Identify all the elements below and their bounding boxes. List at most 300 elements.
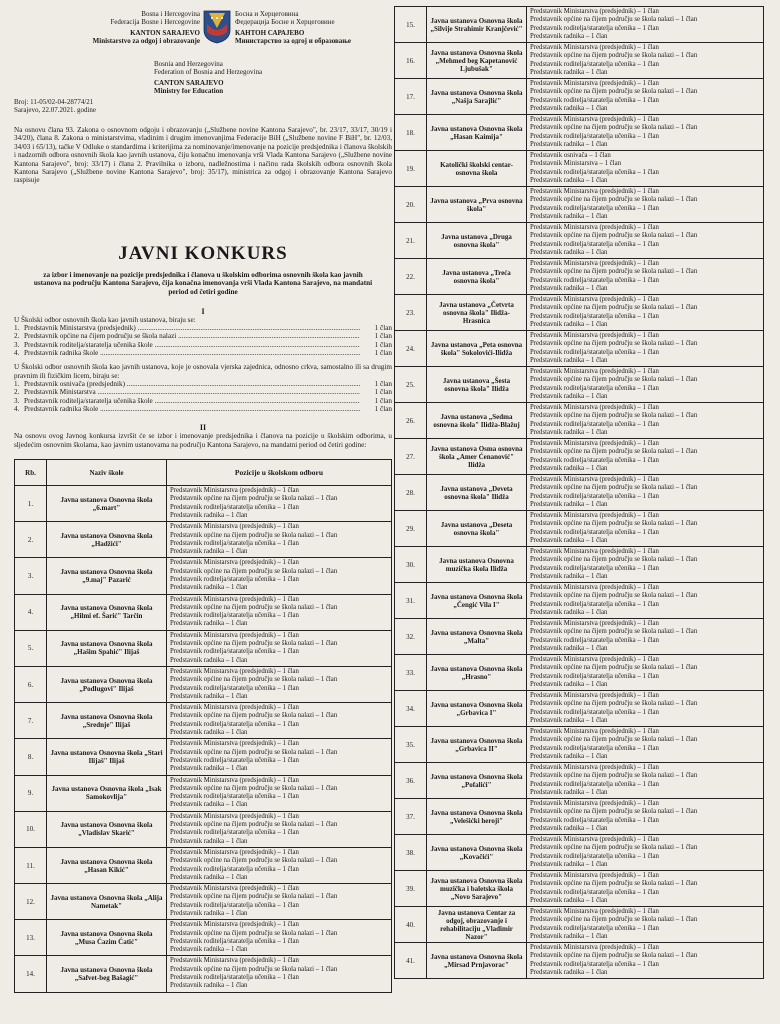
row-number: 26. xyxy=(395,403,427,439)
position-line: Predstavnik roditelja/staratelja učenika – 1 član xyxy=(530,780,659,788)
table-row xyxy=(395,907,764,943)
position-line: Predstavnik radnika – 1 član xyxy=(530,392,608,400)
school-name: Javna ustanova Osnovna škola „Kovačići" xyxy=(427,835,527,871)
school-name: Javna ustanova Osnovna škola „Safvet-beg Bašagić" xyxy=(47,956,167,992)
board-positions xyxy=(167,630,392,666)
position-line: Predstavnik Ministarstva (predsjednik) – 1 član xyxy=(530,188,659,196)
section-one-religious-paragraph: U Školski odbor osnovnih škola kao javnih ustanova, koje je osnovala vjerska zajednica, odnosno crkva, samostalno ili sa drugim pravnim ili fizičkim licem, biraju se: xyxy=(14,363,392,380)
school-name: Javna ustanova „Prva osnovna škola" xyxy=(427,187,527,223)
position-line: Predstavnik Ministarstva (predsjednik) – 1 član xyxy=(170,740,299,748)
canton-name-latin: KANTON SARAJEVO xyxy=(130,29,200,37)
list-item-count: 1 član xyxy=(374,348,392,357)
list-item xyxy=(14,405,392,413)
table-row xyxy=(15,558,392,594)
school-name: Javna ustanova Osnovna škola „Malta" xyxy=(427,619,527,655)
position-line: Predstavnik općine na čijem području se škola nalazi – 1 član xyxy=(530,628,698,636)
board-positions xyxy=(167,811,392,847)
position-line: Predstavnik Ministarstva (predsjednik) – 1 član xyxy=(530,800,659,808)
position-line: Predstavnik radnika – 1 član xyxy=(530,32,608,40)
school-name: Javna ustanova „Četvrta osnovna škola" Ilidža-Hrasnica xyxy=(427,295,527,331)
school-name: Javna ustanova „Deseta osnovna škola" xyxy=(427,511,527,547)
list-item xyxy=(14,332,392,340)
row-number: 24. xyxy=(395,331,427,367)
position-line: Predstavnik radnika – 1 član xyxy=(170,729,248,737)
position-line: Predstavnik roditelja/staratelja učenika – 1 član xyxy=(530,168,659,176)
table-row xyxy=(395,763,764,799)
position-line: Predstavnik općine na čijem području se škola nalazi – 1 član xyxy=(170,821,338,829)
board-positions xyxy=(527,763,764,799)
position-line: Predstavnik radnika – 1 član xyxy=(170,584,248,592)
position-line: Predstavnik općine na čijem području se škola nalazi – 1 član xyxy=(530,916,698,924)
row-number: 18. xyxy=(395,115,427,151)
position-line: Predstavnik roditelja/staratelja učenika – 1 član xyxy=(170,612,299,620)
table-row xyxy=(15,884,392,920)
table-row xyxy=(395,295,764,331)
row-number: 4. xyxy=(15,594,47,630)
list-item-count: 1 član xyxy=(374,388,392,397)
position-line: Predstavnik roditelja/staratelja učenika – 1 član xyxy=(170,684,299,692)
position-line: Predstavnik Ministarstva (predsjednik) – 1 član xyxy=(530,116,659,124)
position-line: Predstavnik roditelja/staratelja učenika – 1 član xyxy=(170,793,299,801)
table-row xyxy=(395,43,764,79)
list-item-text: Predstavnik Ministarstva (predsjednik) ..... xyxy=(24,324,360,332)
table-row xyxy=(395,727,764,763)
position-line: Predstavnik radnika – 1 član xyxy=(530,68,608,76)
board-positions xyxy=(527,943,764,979)
position-line: Predstavnik radnika – 1 član xyxy=(170,511,248,519)
position-line: Predstavnik općine na čijem području se škola nalazi – 1 član xyxy=(530,772,698,780)
right-column xyxy=(394,6,764,979)
position-line: Predstavnik općine na čijem području se škola nalazi – 1 član xyxy=(530,16,698,24)
letterhead-english: Bosnia and Herzegovina Federation of Bosnia and Herzegovina CANTON SARAJEVO Ministry for Education xyxy=(154,60,263,95)
school-name: Javna ustanova Osnovna škola „Silvije Strahimir Kranjčević" xyxy=(427,7,527,43)
table-row xyxy=(395,583,764,619)
board-positions xyxy=(527,367,764,403)
position-line: Predstavnik roditelja/staratelja učenika – 1 član xyxy=(530,456,659,464)
row-number: 10. xyxy=(15,811,47,847)
position-line: Predstavnik roditelja/staratelja učenika – 1 član xyxy=(170,901,299,909)
school-name: Javna ustanova Osnovna škola „6.mart" xyxy=(47,486,167,522)
position-line: Predstavnik Ministarstva (predsjednik) – 1 član xyxy=(530,620,659,628)
list-item-number: 3. xyxy=(14,396,20,405)
board-positions xyxy=(527,115,764,151)
table-row xyxy=(15,522,392,558)
position-line: Predstavnik radnika – 1 član xyxy=(530,176,608,184)
position-line: Predstavnik roditelja/staratelja učenika – 1 član xyxy=(170,829,299,837)
position-line: Predstavnik Ministarstva (predsjednik) – 1 član xyxy=(530,764,659,772)
position-line: Predstavnik općine na čijem području se škola nalazi – 1 član xyxy=(530,952,698,960)
row-number: 19. xyxy=(395,151,427,187)
position-line: Predstavnik radnika – 1 član xyxy=(530,608,608,616)
position-line: Predstavnik radnika – 1 član xyxy=(530,716,608,724)
position-line: Predstavnik radnika – 1 član xyxy=(170,692,248,700)
list-item-number: 1. xyxy=(14,324,20,333)
table-row xyxy=(395,331,764,367)
school-name: Javna ustanova Osnovna muzička škola Ilidža xyxy=(427,547,527,583)
school-name: Javna ustanova Osnovna škola „Podlugovi" Ilijaš xyxy=(47,666,167,702)
position-line: Predstavnik roditelja/staratelja učenika – 1 član xyxy=(530,240,659,248)
row-number: 30. xyxy=(395,547,427,583)
row-number: 15. xyxy=(395,7,427,43)
position-line: Predstavnik radnika – 1 član xyxy=(170,620,248,628)
table-row xyxy=(15,594,392,630)
board-positions xyxy=(167,956,392,992)
position-line: Predstavnik radnika – 1 član xyxy=(530,356,608,364)
board-positions xyxy=(167,558,392,594)
list-item-count: 1 član xyxy=(374,404,392,413)
position-line: Predstavnik roditelja/staratelja učenika – 1 član xyxy=(530,528,659,536)
position-line: Predstavnik radnika – 1 član xyxy=(170,656,248,664)
board-positions xyxy=(167,522,392,558)
section-two-paragraph: Na osnovu ovog Javnog konkursa izvršit će se izbor i imenovanje predsjednika i članova na pozicije u školskim odborima, u sljedećim osnovnim školama, kao javnim ustanovama na području Kantona Sarajevo, na mandatni period od četiri godine: xyxy=(14,432,392,449)
board-positions xyxy=(167,594,392,630)
row-number: 40. xyxy=(395,907,427,943)
table-row xyxy=(15,811,392,847)
table-row xyxy=(395,79,764,115)
position-line: Predstavnik radnika – 1 član xyxy=(530,824,608,832)
board-positions xyxy=(527,259,764,295)
row-number: 2. xyxy=(15,522,47,558)
reference-date: Sarajevo, 22.07.2021. godine xyxy=(14,106,97,114)
row-number: 36. xyxy=(395,763,427,799)
board-positions xyxy=(167,703,392,739)
table-row xyxy=(395,403,764,439)
school-name: Javna ustanova Osnovna škola „Mirsad Prnjavorac" xyxy=(427,943,527,979)
position-line: Predstavnik Ministarstva (predsjednik) – 1 član xyxy=(170,487,299,495)
table-header-row xyxy=(15,460,392,486)
document-title: JAVNI KONKURS xyxy=(118,242,288,264)
table-row xyxy=(395,619,764,655)
school-name: Javna ustanova „Šesta osnovna škola" Ilidža xyxy=(427,367,527,403)
list-item xyxy=(14,324,392,332)
position-line: Predstavnik Ministarstva (predsjednik) – 1 član xyxy=(170,921,299,929)
position-line: Predstavnik roditelja/staratelja učenika – 1 član xyxy=(170,720,299,728)
position-line: Predstavnik radnika – 1 član xyxy=(530,212,608,220)
table-row xyxy=(395,655,764,691)
position-line: Predstavnik roditelja/staratelja učenika – 1 član xyxy=(530,384,659,392)
position-line: Predstavnik općine na čijem području se škola nalazi – 1 član xyxy=(530,196,698,204)
position-line: Predstavnik Ministarstva (predsjednik) – 1 član xyxy=(530,728,659,736)
row-number: 38. xyxy=(395,835,427,871)
position-line: Predstavnik roditelja/staratelja učenika – 1 član xyxy=(530,348,659,356)
board-positions xyxy=(527,835,764,871)
position-line: Predstavnik radnika – 1 član xyxy=(530,104,608,112)
table-row xyxy=(395,187,764,223)
position-line: Predstavnik općine na čijem području se škola nalazi – 1 član xyxy=(170,929,338,937)
school-name: Javna ustanova Osnovna škola „Hasan Kaimija" xyxy=(427,115,527,151)
position-line: Predstavnik Ministarstva (predsjednik) – 1 član xyxy=(170,667,299,675)
ministry-name-cyrillic: Министарство за одгој и образовање xyxy=(235,37,351,45)
position-line: Predstavnik općine na čijem području se škola nalazi – 1 član xyxy=(170,495,338,503)
position-line: Predstavnik općine na čijem području se škola nalazi – 1 član xyxy=(170,676,338,684)
position-line: Predstavnik općine na čijem području se škola nalazi – 1 član xyxy=(530,448,698,456)
school-name: Javna ustanova „Peta osnovna škola" Sokolovići-Ilidža xyxy=(427,331,527,367)
school-name: Javna ustanova Osnovna škola „Hašim Spahić" Ilijaš xyxy=(47,630,167,666)
position-line: Predstavnik Ministarstva – 1 član xyxy=(530,160,621,168)
position-line: Predstavnik Ministarstva (predsjednik) – 1 član xyxy=(530,368,659,376)
position-line: Predstavnik općine na čijem području se škola nalazi – 1 član xyxy=(530,664,698,672)
position-line: Predstavnik radnika – 1 član xyxy=(170,765,248,773)
position-line: Predstavnik roditelja/staratelja učenika – 1 član xyxy=(530,312,659,320)
row-number: 1. xyxy=(15,486,47,522)
board-positions xyxy=(527,475,764,511)
board-composition-list xyxy=(14,324,392,357)
school-name: Javna ustanova Osnovna škola „Stari Ilijaš" Ilijaš xyxy=(47,739,167,775)
list-item xyxy=(14,388,392,396)
school-name: Javna ustanova Osnovna škola „Srednje" Ilijaš xyxy=(47,703,167,739)
board-positions xyxy=(167,884,392,920)
position-line: Predstavnik radnika – 1 član xyxy=(530,932,608,940)
position-line: Predstavnik općine na čijem području se škola nalazi – 1 član xyxy=(530,88,698,96)
position-line: Predstavnik općine na čijem području se škola nalazi – 1 član xyxy=(530,484,698,492)
table-row xyxy=(395,691,764,727)
row-number: 20. xyxy=(395,187,427,223)
letterhead xyxy=(14,8,392,120)
school-name: Javna ustanova Osnovna škola „Hasan Kikić" xyxy=(47,847,167,883)
position-line: Predstavnik radnika – 1 član xyxy=(530,320,608,328)
position-line: Predstavnik roditelja/staratelja učenika – 1 član xyxy=(530,24,659,32)
board-positions xyxy=(527,547,764,583)
board-positions xyxy=(167,847,392,883)
row-number: 9. xyxy=(15,775,47,811)
row-number: 16. xyxy=(395,43,427,79)
table-row xyxy=(395,367,764,403)
school-name: Javna ustanova „Treća osnovna škola" xyxy=(427,259,527,295)
school-name: Javna ustanova Osnovna škola „Hilmi ef. Šarić" Tarčin xyxy=(47,594,167,630)
table-row xyxy=(395,223,764,259)
position-line: Predstavnik radnika – 1 član xyxy=(530,500,608,508)
table-row xyxy=(15,703,392,739)
position-line: Predstavnik roditelja/staratelja učenika – 1 član xyxy=(530,492,659,500)
position-line: Predstavnik radnika – 1 član xyxy=(170,909,248,917)
table-row xyxy=(395,115,764,151)
board-positions xyxy=(527,223,764,259)
row-number: 21. xyxy=(395,223,427,259)
left-column xyxy=(14,8,392,993)
row-number: 34. xyxy=(395,691,427,727)
position-line: Predstavnik radnika – 1 član xyxy=(530,680,608,688)
position-line: Predstavnik roditelja/staratelja učenika – 1 član xyxy=(170,865,299,873)
schools-table-right xyxy=(394,6,764,979)
table-row xyxy=(395,871,764,907)
position-line: Predstavnik općine na čijem području se škola nalazi – 1 član xyxy=(170,857,338,865)
position-line: Predstavnik Ministarstva (predsjednik) – 1 član xyxy=(170,885,299,893)
row-number: 23. xyxy=(395,295,427,331)
position-line: Predstavnik roditelja/staratelja učenika – 1 član xyxy=(530,276,659,284)
table-row xyxy=(15,920,392,956)
row-number: 39. xyxy=(395,871,427,907)
school-name: Javna ustanova Osnovna škola muzička i baletska škola „Novo Sarajevo" xyxy=(427,871,527,907)
board-positions xyxy=(167,739,392,775)
position-line: Predstavnik Ministarstva (predsjednik) – 1 član xyxy=(170,957,299,965)
list-item-text: Predstavnik roditelja/staratelja učenika škole ..... xyxy=(24,341,360,349)
position-line: Predstavnik radnika – 1 član xyxy=(530,572,608,580)
position-line: Predstavnik Ministarstva (predsjednik) – 1 član xyxy=(530,548,659,556)
board-positions xyxy=(527,583,764,619)
position-line: Predstavnik roditelja/staratelja učenika – 1 član xyxy=(530,420,659,428)
school-name: Javna ustanova Osnovna škola „Mehmed beg Kapetanović Ljubušak" xyxy=(427,43,527,79)
board-positions xyxy=(527,619,764,655)
board-positions xyxy=(527,331,764,367)
list-item-count: 1 član xyxy=(374,324,392,333)
position-line: Predstavnik radnika – 1 član xyxy=(530,464,608,472)
position-line: Predstavnik roditelja/staratelja učenika – 1 član xyxy=(530,60,659,68)
school-name: Javna ustanova Osnovna škola „Pofalići" xyxy=(427,763,527,799)
row-number: 3. xyxy=(15,558,47,594)
position-line: Predstavnik Ministarstva (predsjednik) – 1 član xyxy=(530,44,659,52)
board-positions xyxy=(167,486,392,522)
ministry-name-latin: Ministarstvo za odgoj i obrazovanje xyxy=(92,37,200,45)
row-number: 37. xyxy=(395,799,427,835)
section-one-numeral: I xyxy=(201,306,205,316)
position-line: Predstavnik općine na čijem području se škola nalazi – 1 član xyxy=(530,340,698,348)
board-positions xyxy=(527,403,764,439)
position-line: Predstavnik roditelja/staratelja učenika – 1 član xyxy=(170,756,299,764)
position-line: Predstavnik roditelja/staratelja učenika – 1 član xyxy=(530,636,659,644)
position-line: Predstavnik roditelja/staratelja učenika – 1 član xyxy=(530,600,659,608)
row-number: 25. xyxy=(395,367,427,403)
board-positions xyxy=(167,920,392,956)
school-name: Javna ustanova „Druga osnovna škola" xyxy=(427,223,527,259)
position-line: Predstavnik Ministarstva (predsjednik) – 1 član xyxy=(530,584,659,592)
list-item xyxy=(14,380,392,388)
letterhead-latin: Bosna i Hercegovina Federacija Bosne i Hercegovine KANTON SARAJEVO Ministarstvo za odgoj i obrazovanje xyxy=(74,10,200,45)
position-line: Predstavnik općine na čijem području se škola nalazi – 1 član xyxy=(530,520,698,528)
position-line: Predstavnik Ministarstva (predsjednik) – 1 član xyxy=(530,872,659,880)
table-row xyxy=(15,956,392,992)
position-line: Predstavnik radnika – 1 član xyxy=(530,860,608,868)
position-line: Predstavnik Ministarstva (predsjednik) – 1 član xyxy=(530,476,659,484)
list-item-text: Predstavnik roditelja/staratelja učenika škole ..... xyxy=(24,397,360,405)
position-line: Predstavnik radnika – 1 član xyxy=(530,896,608,904)
position-line: Predstavnik Ministarstva (predsjednik) – 1 član xyxy=(530,908,659,916)
position-line: Predstavnik Ministarstva (predsjednik) – 1 član xyxy=(530,296,659,304)
position-line: Predstavnik općine na čijem području se škola nalazi – 1 član xyxy=(530,808,698,816)
list-item xyxy=(14,349,392,357)
canton-crest-icon xyxy=(203,10,231,44)
list-item-number: 2. xyxy=(14,388,20,397)
position-line: Predstavnik roditelja/staratelja učenika – 1 član xyxy=(530,96,659,104)
position-line: Predstavnik općine na čijem području se škola nalazi – 1 član xyxy=(530,592,698,600)
position-line: Predstavnik općine na čijem području se škola nalazi – 1 član xyxy=(170,748,338,756)
position-line: Predstavnik roditelja/staratelja učenika – 1 član xyxy=(530,888,659,896)
position-line: Predstavnik roditelja/staratelja učenika – 1 član xyxy=(530,564,659,572)
board-positions xyxy=(527,871,764,907)
school-name: Javna ustanova Osnovna škola „Isak Samokovlija" xyxy=(47,775,167,811)
position-line: Predstavnik roditelja/staratelja učenika – 1 član xyxy=(530,852,659,860)
school-name: Javna ustanova Osnovna škola „Alija Nametak" xyxy=(47,884,167,920)
position-line: Predstavnik radnika – 1 član xyxy=(530,284,608,292)
header-positions: Pozicije u školskom odboru xyxy=(167,460,392,486)
position-line: Predstavnik općine na čijem području se škola nalazi – 1 član xyxy=(530,268,698,276)
position-line: Predstavnik Ministarstva (predsjednik) – 1 član xyxy=(530,944,659,952)
letterhead-cyrillic: Босна и Херцеговина Федерација Босне и Херцеговине КАНТОН САРАЈЕВО Министарство за одгој и образовање xyxy=(235,10,385,45)
schools-table-left xyxy=(14,459,392,993)
position-line: Predstavnik općine na čijem području se škola nalazi – 1 član xyxy=(170,640,338,648)
position-line: Predstavnik Ministarstva (predsjednik) – 1 član xyxy=(530,692,659,700)
position-line: Predstavnik radnika – 1 član xyxy=(530,248,608,256)
school-name: Javna ustanova Osnovna škola „Vladislav Skarić" xyxy=(47,811,167,847)
board-positions xyxy=(527,187,764,223)
position-line: Predstavnik općine na čijem području se škola nalazi – 1 član xyxy=(530,304,698,312)
position-line: Predstavnik Ministarstva (predsjednik) – 1 član xyxy=(530,440,659,448)
position-line: Predstavnik radnika – 1 član xyxy=(530,968,608,976)
position-line: Predstavnik općine na čijem području se škola nalazi – 1 član xyxy=(530,412,698,420)
position-line: Predstavnik općine na čijem području se škola nalazi – 1 član xyxy=(530,232,698,240)
table-row xyxy=(395,7,764,43)
list-item-text: Predstavnik Ministarstva ..... xyxy=(24,388,360,396)
row-number: 27. xyxy=(395,439,427,475)
position-line: Predstavnik roditelja/staratelja učenika – 1 član xyxy=(530,708,659,716)
position-line: Predstavnik Ministarstva (predsjednik) – 1 član xyxy=(170,595,299,603)
list-item-count: 1 član xyxy=(374,380,392,389)
position-line: Predstavnik Ministarstva (predsjednik) – 1 član xyxy=(530,656,659,664)
religious-board-composition-list xyxy=(14,380,392,413)
school-name: Javna ustanova „Sedma osnovna škola" Ilidža-Blažuj xyxy=(427,403,527,439)
school-name: Javna ustanova Centar za odgoj, obrazovanje i rehabilitaciju „Vladimir Nazor" xyxy=(427,907,527,943)
position-line: Predstavnik općine na čijem području se škola nalazi – 1 član xyxy=(530,124,698,132)
school-name: Javna ustanova Osnovna škola „Velešićki heroji" xyxy=(427,799,527,835)
row-number: 8. xyxy=(15,739,47,775)
position-line: Predstavnik Ministarstva (predsjednik) – 1 član xyxy=(530,836,659,844)
table-row xyxy=(395,511,764,547)
list-item-text: Predstavnik osnivača (predsjednik) ..... xyxy=(24,380,360,388)
row-number: 32. xyxy=(395,619,427,655)
row-number: 12. xyxy=(15,884,47,920)
position-line: Predstavnik Ministarstva (predsjednik) – 1 član xyxy=(530,260,659,268)
row-number: 28. xyxy=(395,475,427,511)
position-line: Predstavnik roditelja/staratelja učenika – 1 član xyxy=(530,960,659,968)
document-subtitle: za izbor i imenovanje na pozicije predsjednika i članova u školskim odborima osnovnih škola kao javnih ustanova na području Kantona Sarajevo, čija konačna imenovanja vrši Vlada Kantona Sarajevo, na mandatni period od četiri godine xyxy=(33,270,373,297)
list-item-text: Predstavnik općine na čijem području se škola nalazi ..... xyxy=(24,332,360,340)
board-positions xyxy=(527,151,764,187)
school-name: Javna ustanova Osnovna škola „Hadžići" xyxy=(47,522,167,558)
table-row xyxy=(395,439,764,475)
position-line: Predstavnik Ministarstva (predsjednik) – 1 član xyxy=(170,848,299,856)
position-line: Predstavnik roditelja/staratelja učenika – 1 član xyxy=(530,672,659,680)
position-line: Predstavnik radnika – 1 član xyxy=(530,644,608,652)
board-positions xyxy=(527,511,764,547)
position-line: Predstavnik radnika – 1 član xyxy=(530,140,608,148)
row-number: 14. xyxy=(15,956,47,992)
table-row xyxy=(395,943,764,979)
position-line: Predstavnik radnika – 1 član xyxy=(170,946,248,954)
list-item-text: Predstavnik radnika škole ..... xyxy=(24,349,360,357)
canton-name-cyrillic: КАНТОН САРАЈЕВО xyxy=(235,29,305,37)
position-line: Predstavnik roditelja/staratelja učenika – 1 član xyxy=(170,648,299,656)
position-line: Predstavnik općine na čijem području se škola nalazi – 1 član xyxy=(170,567,338,575)
row-number: 35. xyxy=(395,727,427,763)
position-line: Predstavnik Ministarstva (predsjednik) – 1 član xyxy=(530,80,659,88)
position-line: Predstavnik općine na čijem području se škola nalazi – 1 član xyxy=(170,603,338,611)
position-line: Predstavnik radnika – 1 član xyxy=(170,873,248,881)
row-number: 33. xyxy=(395,655,427,691)
list-item-number: 3. xyxy=(14,340,20,349)
position-line: Predstavnik općine na čijem području se škola nalazi – 1 član xyxy=(170,965,338,973)
table-row xyxy=(395,475,764,511)
school-name: Katolički školski centar-osnovna škola xyxy=(427,151,527,187)
list-item-count: 1 član xyxy=(374,340,392,349)
row-number: 41. xyxy=(395,943,427,979)
board-positions xyxy=(527,727,764,763)
table-row xyxy=(15,775,392,811)
position-line: Predstavnik Ministarstva (predsjednik) – 1 član xyxy=(170,776,299,784)
position-line: Predstavnik općine na čijem području se škola nalazi – 1 član xyxy=(530,736,698,744)
row-number: 6. xyxy=(15,666,47,702)
board-positions xyxy=(167,666,392,702)
position-line: Predstavnik općine na čijem području se škola nalazi – 1 član xyxy=(530,700,698,708)
position-line: Predstavnik roditelja/staratelja učenika – 1 član xyxy=(170,576,299,583)
